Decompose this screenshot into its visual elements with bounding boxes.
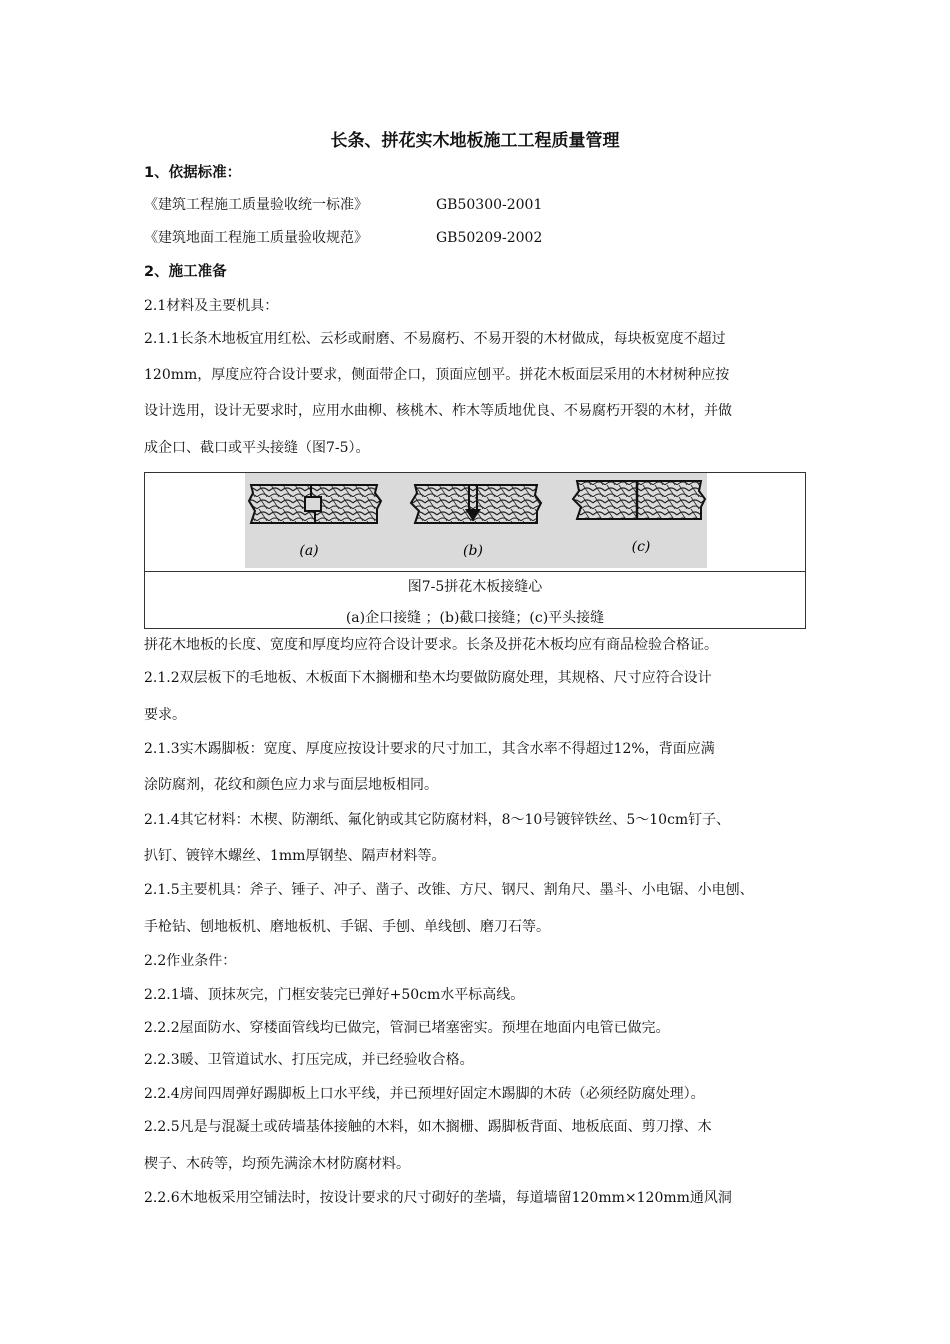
heading-construction-prep: 2、施工准备: [144, 264, 227, 280]
label-a: (a): [299, 543, 319, 559]
standard-code: GB50209-2002: [436, 230, 543, 246]
floor-joint-diagram: [245, 473, 707, 568]
paragraph-line: 120mm，厚度应符合设计要求，侧面带企口，顶面应刨平。拼花木板面层采用的木材树种应按: [144, 367, 730, 383]
figure-box: [144, 472, 806, 629]
paragraph-line: 2.2.2屋面防水、穿楼面管线均已做完，管洞已堵塞密实。预埋在地面内电管已做完。: [144, 1020, 670, 1036]
heading-basis-standards: 1、依据标准：: [144, 165, 242, 181]
paragraph-line: 设计选用，设计无要求时，应用水曲柳、核桃木、柞木等质地优良、不易腐朽开裂的木材，并做: [144, 403, 732, 419]
standard-item: [144, 195, 644, 215]
paragraph-line: 拼花木地板的长度、宽度和厚度均应符合设计要求。长条及拼花木板均应有商品检验合格证。: [144, 637, 718, 653]
standard-name: 《建筑地面工程施工质量验收规范》: [144, 230, 368, 246]
page-title: 长条、拼花实木地板施工工程质量管理: [330, 131, 620, 151]
joint-a-icon: [249, 485, 381, 523]
paragraph-line: 2.2.4房间四周弹好踢脚板上口水平线，并已预埋好固定木踢脚的木砖（必须经防腐处理）。: [144, 1086, 705, 1102]
paragraph-line: 2.1.1长条木地板宜用红松、云杉或耐磨、不易腐朽、不易开裂的木材做成，每块板宽度不超过: [144, 331, 726, 347]
standard-name: 《建筑工程施工质量验收统一标准》: [144, 197, 368, 213]
paragraph-line: 2.1.2双层板下的毛地板、木板面下木搁栅和垫木均要做防腐处理，其规格、尺寸应符合设计: [144, 670, 712, 686]
joint-illustration: [245, 473, 707, 568]
joint-b-icon: [411, 485, 541, 523]
paragraph-line: 涂防腐剂，花纹和颜色应力求与面层地板相同。: [144, 777, 438, 793]
subheading-materials: 2.1材料及主要机具：: [144, 298, 279, 314]
joint-c-icon: [573, 481, 705, 519]
standard-item: [144, 228, 644, 248]
label-c: (c): [631, 539, 651, 555]
figure-caption: 图7-5拼花木板接缝心: [407, 579, 543, 595]
paragraph-line: 2.2.6木地板采用空铺法时，按设计要求的尺寸砌好的垄墙，每道墙留120mm×120mm通风洞: [144, 1190, 732, 1206]
paragraph-line: 2.1.3实木踢脚板：宽度、厚度应按设计要求的尺寸加工，其含水率不得超过12%，背面应满: [144, 741, 715, 757]
figure-subcaption: (a)企口接缝 ；(b)截口接缝；(c)平头接缝: [345, 610, 605, 626]
paragraph-line: 2.2.5凡是与混凝土或砖墙基体接触的木料，如木搁栅、踢脚板背面、地板底面、剪刀撑、木: [144, 1119, 712, 1135]
paragraph-line: 手枪钻、刨地板机、磨地板机、手锯、手刨、单线刨、磨刀石等。: [144, 919, 550, 935]
paragraph-line: 2.1.4其它材料：木楔、防潮纸、氟化钠或其它防腐材料，8～10号镀锌铁丝、5～10cm钉子、: [144, 812, 731, 828]
label-b: (b): [463, 543, 483, 559]
paragraph-line: 要求。: [144, 707, 186, 723]
standard-code: GB50300-2001: [436, 197, 543, 213]
subheading-conditions: 2.2作业条件：: [144, 953, 237, 969]
paragraph-line: 楔子、木砖等，均预先满涂木材防腐材料。: [144, 1156, 410, 1172]
paragraph-line: 2.1.5主要机具：斧子、锤子、冲子、凿子、改锥、方尺、钢尺、割角尺、墨斗、小电锯、小电刨、: [144, 882, 754, 898]
paragraph-line: 2.2.3暖、卫管道试水、打压完成，并已经验收合格。: [144, 1052, 474, 1068]
paragraph-line: 扒钉、镀锌木螺丝、1mm厚钢垫、隔声材料等。: [144, 848, 446, 864]
figure-divider: [145, 571, 805, 572]
paragraph-line: 2.2.1墙、顶抹灰完，门框安装完已弹好+50cm水平标高线。: [144, 987, 525, 1003]
paragraph-line: 成企口、截口或平头接缝（图7-5）。: [144, 440, 370, 456]
